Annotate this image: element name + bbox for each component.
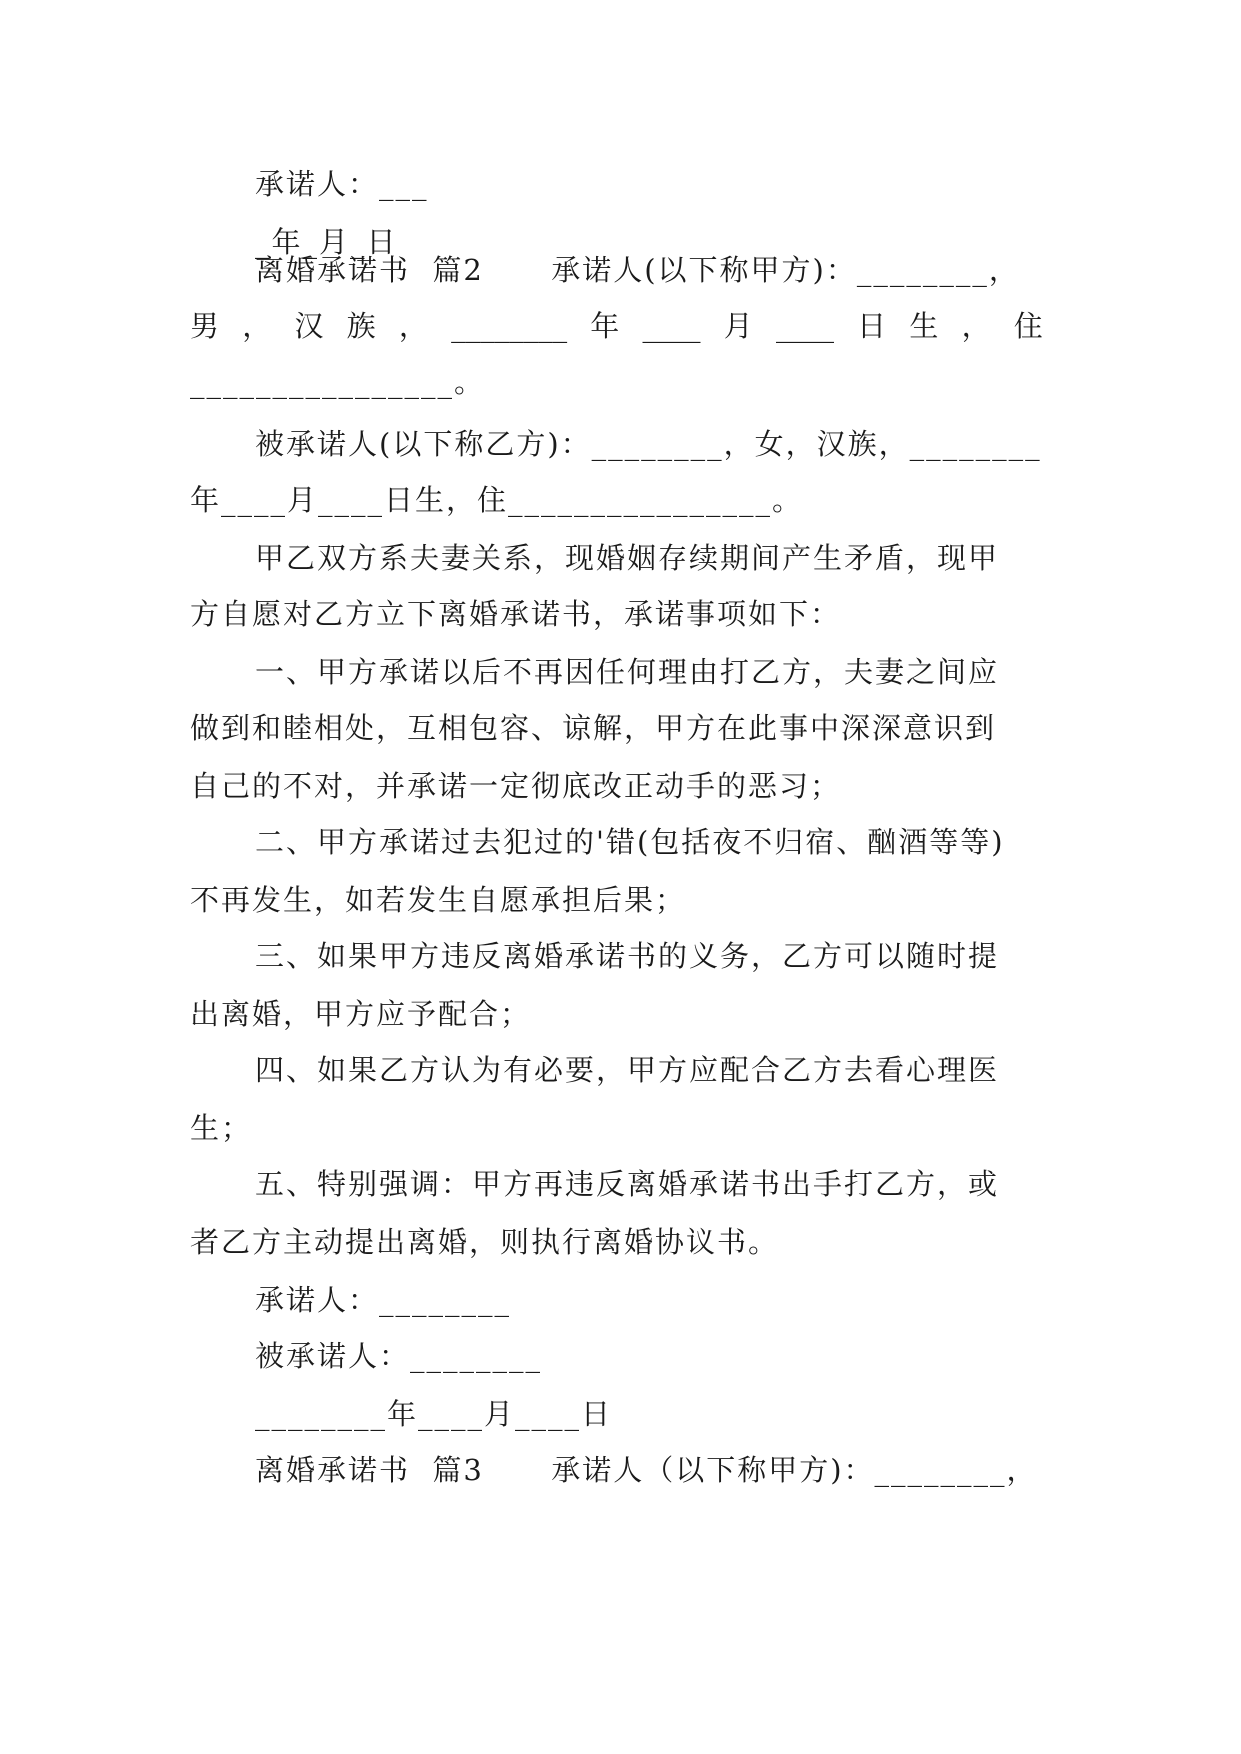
- party-b-birth-line: 年____月____日生，住________________。: [190, 483, 804, 517]
- clause-1-line: 自己的不对，并承诺一定彻底改正动手的恶习；: [190, 769, 842, 803]
- text-fragment: 住: [1013, 309, 1043, 343]
- clause-1-line: 一、甲方承诺以后不再因任何理由打乙方，夫妻之间应: [255, 655, 1000, 689]
- clause-5-line: 者乙方主动提出离婚，则执行离婚协议书。: [190, 1225, 780, 1259]
- clause-4-line: 生；: [190, 1111, 253, 1145]
- address-blank-line: ________________。: [190, 365, 486, 399]
- text-fragment: ____: [775, 309, 834, 343]
- text-fragment: 年: [590, 309, 620, 343]
- text-fragment: ________: [451, 309, 568, 343]
- text-fragment: ，: [242, 309, 272, 343]
- party-b-line: 被承诺人(以下称乙方)：________，女，汉族，________: [255, 427, 1042, 461]
- date-line: _年_月_日: [255, 225, 398, 259]
- text-fragment: 日: [857, 309, 887, 343]
- signer-line: 承诺人：___: [255, 167, 429, 201]
- text-fragment: 月: [723, 309, 753, 343]
- clause-3-line: 出离婚，甲方应予配合；: [190, 997, 532, 1031]
- paragraph-line: 方自愿对乙方立下离婚承诺书，承诺事项如下：: [190, 597, 842, 631]
- promisor-signature-line: 承诺人：________: [255, 1283, 512, 1317]
- section-3-heading: 离婚承诺书 篇3 承诺人（以下称甲方)：________，: [255, 1453, 1038, 1487]
- text-fragment: 男: [190, 309, 220, 343]
- promisee-signature-line: 被承诺人：________: [255, 1339, 543, 1373]
- text-fragment: ____: [642, 309, 701, 343]
- signature-date-line: ________年____月____日: [255, 1397, 613, 1431]
- text-fragment: ，: [961, 309, 991, 343]
- text-fragment: ，: [398, 309, 428, 343]
- clause-5-line: 五、特别强调：甲方再违反离婚承诺书出手打乙方，或: [255, 1167, 1000, 1201]
- text-fragment: 生: [909, 309, 939, 343]
- clause-4-line: 四、如果乙方认为有必要，甲方应配合乙方去看心理医: [255, 1053, 1000, 1087]
- paragraph-line: 甲乙双方系夫妻关系，现婚姻存续期间产生矛盾，现甲: [255, 541, 1000, 575]
- clause-2-line: 不再发生，如若发生自愿承担后果；: [190, 883, 687, 917]
- party-a-details-line: [190, 306, 1043, 346]
- clause-3-line: 三、如果甲方违反离婚承诺书的义务，乙方可以随时提: [255, 939, 1000, 973]
- clause-1-line: 做到和睦相处，互相包容、谅解，甲方在此事中深深意识到: [190, 711, 997, 745]
- text-fragment: 族: [346, 309, 376, 343]
- text-fragment: 汉: [294, 309, 324, 343]
- section-2-heading: 离婚承诺书 篇2 承诺人(以下称甲方)：________，: [255, 253, 1020, 287]
- clause-2-line: 二、甲方承诺过去犯过的'错(包括夜不归宿、酗酒等等): [255, 825, 1005, 859]
